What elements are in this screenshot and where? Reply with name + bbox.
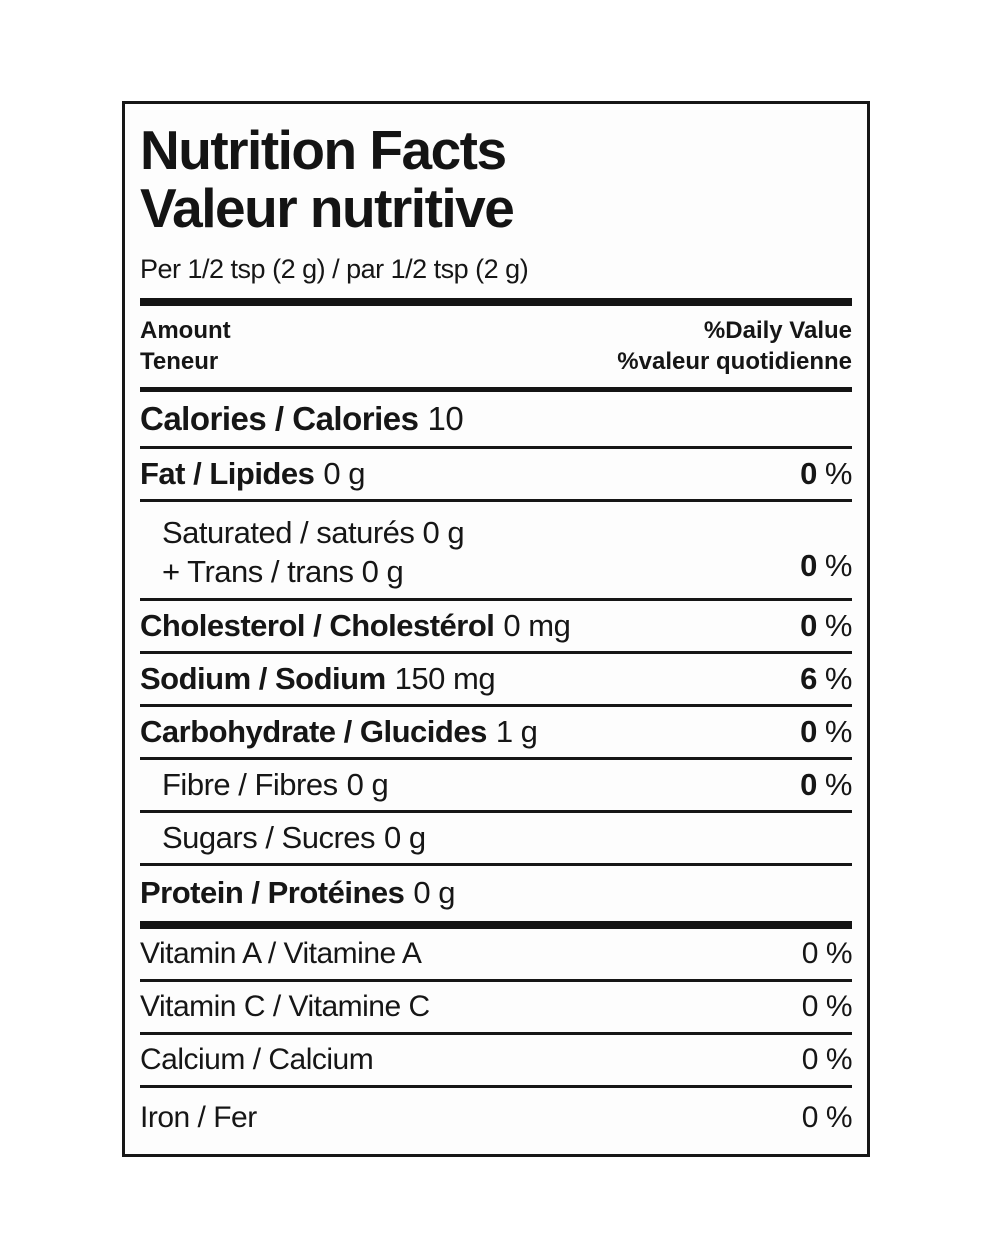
calcium-daily-value: 0 % xyxy=(801,1042,852,1076)
fibre-amount: 0 g xyxy=(346,766,389,802)
protein-label: Protein / Protéines 0 g xyxy=(140,875,456,911)
title-block xyxy=(140,104,852,238)
sodium-amount: 150 mg xyxy=(394,660,496,696)
title-english: Nutrition Facts xyxy=(140,119,506,181)
serving-size: Per 1/2 tsp (2 g) / par 1/2 tsp (2 g) xyxy=(140,253,529,284)
calcium-label: Calcium / Calcium xyxy=(140,1042,374,1076)
nutrient-row-saturated-trans xyxy=(140,502,852,601)
iron-daily-value: 0 % xyxy=(801,1100,852,1134)
nutrient-row-fat xyxy=(140,449,852,502)
micronutrient-row-vitamin-c xyxy=(140,982,852,1035)
amount-header-en: Amount xyxy=(140,316,231,344)
fibre-label: Fibre / Fibres 0 g xyxy=(162,766,389,802)
vitamin-a-daily-value: 0 % xyxy=(801,936,852,970)
nutrient-row-protein xyxy=(140,866,852,921)
micronutrient-rows xyxy=(140,929,852,1148)
daily-value-header xyxy=(617,315,852,377)
nutrient-row-carbohydrate xyxy=(140,707,852,760)
fat-label: Fat / Lipides 0 g xyxy=(140,455,365,491)
vitamin-c-daily-value: 0 % xyxy=(801,989,852,1023)
daily-value-header-en: %Daily Value xyxy=(703,316,852,344)
separator-thick-top xyxy=(140,298,852,306)
cholesterol-amount: 0 mg xyxy=(503,607,571,643)
calories-row xyxy=(140,392,852,449)
micronutrient-row-calcium xyxy=(140,1035,852,1088)
separator-thick-protein xyxy=(140,921,852,929)
title-french: Valeur nutritive xyxy=(140,176,514,239)
fat-amount: 0 g xyxy=(323,455,365,491)
carbohydrate-daily-value: 0 % xyxy=(800,713,852,749)
saturated-trans-daily-value: 0 % xyxy=(800,547,852,583)
calories-value: 10 xyxy=(427,399,464,437)
nutrient-row-sugars xyxy=(140,813,852,866)
sodium-label: Sodium / Sodium 150 mg xyxy=(140,660,496,696)
calories-label: Calories / Calories xyxy=(140,399,419,437)
vitamin-c-label: Vitamin C / Vitamine C xyxy=(140,989,430,1023)
amount-header-fr: Teneur xyxy=(140,347,219,375)
daily-value-header-fr: %valeur quotidienne xyxy=(617,347,852,375)
micronutrient-row-vitamin-a xyxy=(140,929,852,982)
cholesterol-daily-value: 0 % xyxy=(800,607,852,643)
amount-header xyxy=(140,315,231,377)
nutrition-facts-label xyxy=(122,101,870,1157)
nutrient-row-sodium xyxy=(140,654,852,707)
vitamin-a-label: Vitamin A / Vitamine A xyxy=(140,936,422,970)
carbohydrate-label: Carbohydrate / Glucides 1 g xyxy=(140,713,538,749)
micronutrient-row-iron xyxy=(140,1088,852,1148)
sugars-label: Sugars / Sucres 0 g xyxy=(162,819,426,855)
fat-daily-value: 0 % xyxy=(800,455,852,491)
nutrient-rows xyxy=(140,449,852,921)
sodium-daily-value: 6 % xyxy=(800,660,852,696)
nutrient-row-fibre xyxy=(140,760,852,813)
protein-amount: 0 g xyxy=(413,875,456,911)
nutrient-row-cholesterol xyxy=(140,601,852,654)
fibre-daily-value: 0 % xyxy=(800,766,852,802)
cholesterol-label: Cholesterol / Cholestérol 0 mg xyxy=(140,607,571,643)
saturated-trans-label: Saturated / saturés 0 g + Trans / trans 0 g xyxy=(162,515,465,590)
sugars-amount: 0 g xyxy=(384,819,426,855)
iron-label: Iron / Fer xyxy=(140,1100,257,1134)
column-header-row xyxy=(140,306,852,387)
carbohydrate-amount: 1 g xyxy=(495,713,538,749)
